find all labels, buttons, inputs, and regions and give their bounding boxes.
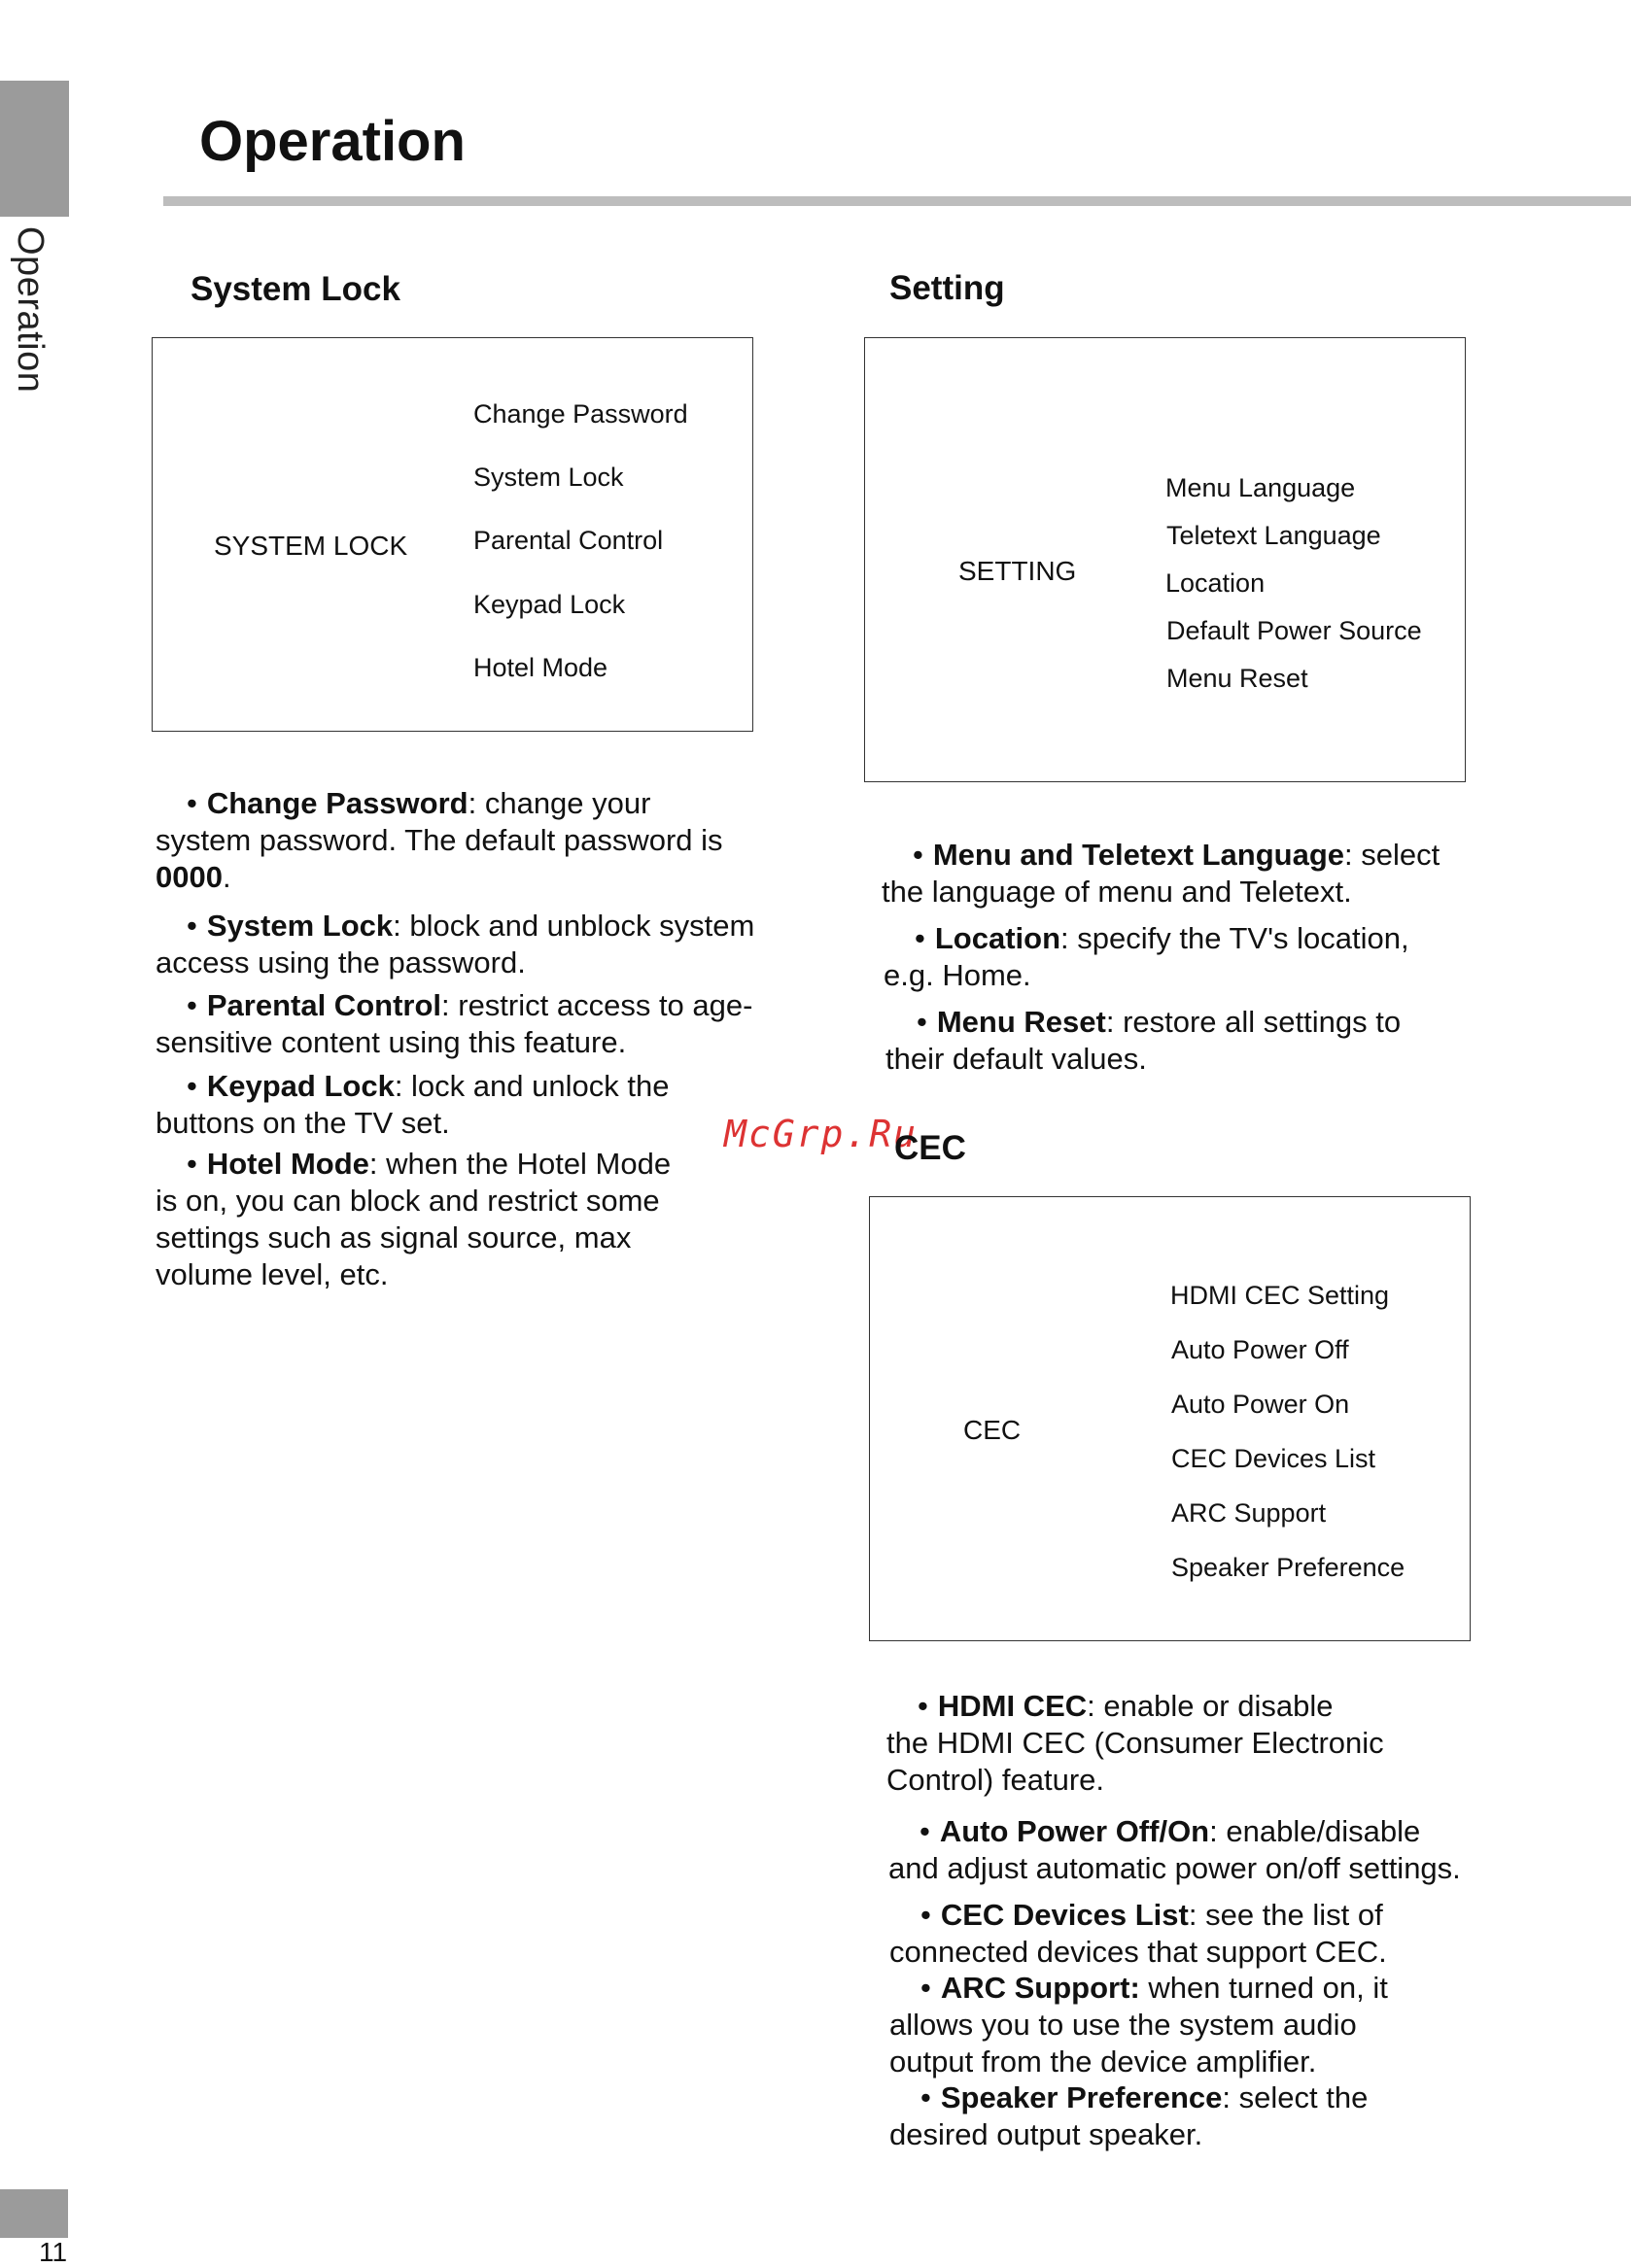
system-lock-menu-box — [152, 337, 753, 732]
menu-item-auto-power-on[interactable]: Auto Power On — [1171, 1390, 1350, 1419]
system-lock-desc-system-lock: • System Lock: block and unblock system access using the password. — [156, 909, 755, 979]
menu-item-speaker-preference[interactable]: Speaker Preference — [1171, 1553, 1405, 1582]
system-lock-heading: System Lock — [191, 270, 400, 308]
side-label: Operation — [10, 226, 51, 394]
setting-desc-location: • Location: specify the TV's location, e.g. Home. — [884, 921, 1409, 992]
title-rule — [163, 196, 1631, 206]
footer-tab — [0, 2189, 68, 2238]
cec-desc-devices-list: • CEC Devices List: see the list of connected devices that support CEC. — [889, 1898, 1387, 1969]
menu-item-arc-support[interactable]: ARC Support — [1171, 1498, 1327, 1528]
menu-item-location[interactable]: Location — [1165, 568, 1266, 598]
system-lock-box-title: SYSTEM LOCK — [214, 531, 408, 561]
cec-menu-box — [869, 1196, 1471, 1641]
page-number: 11 — [39, 2237, 68, 2267]
menu-item-change-password[interactable]: Change Password — [473, 399, 688, 429]
menu-item-menu-reset[interactable]: Menu Reset — [1166, 664, 1308, 693]
setting-desc-language: • Menu and Teletext Language: select the language of menu and Teletext. — [882, 838, 1440, 909]
cec-desc-hdmi-cec: • HDMI CEC: enable or disable the HDMI CEC (Consumer Electronic Control) feature. — [886, 1689, 1384, 1797]
cec-box-title: CEC — [963, 1415, 1022, 1445]
menu-item-keypad-lock[interactable]: Keypad Lock — [473, 590, 626, 619]
system-lock-desc-keypad-lock: • Keypad Lock: lock and unlock the buttons on the TV set. — [156, 1069, 670, 1140]
system-lock-desc-parental-control: • Parental Control: restrict access to age- sensitive content using this feature. — [156, 988, 753, 1059]
page-title: Operation — [199, 110, 466, 173]
setting-menu-box — [864, 337, 1466, 782]
menu-item-system-lock[interactable]: System Lock — [473, 463, 624, 492]
system-lock-desc-change-password: • Change Password: change your system password. The default password is 0000. — [156, 786, 723, 894]
menu-item-menu-language[interactable]: Menu Language — [1165, 473, 1356, 502]
menu-item-hotel-mode[interactable]: Hotel Mode — [473, 653, 608, 682]
cec-desc-arc-support: • ARC Support: when turned on, it allows you to use the system audio output from the device amplifier. — [889, 1971, 1388, 2079]
cec-desc-auto-power: • Auto Power Off/On: enable/disable and adjust automatic power on/off settings. — [888, 1814, 1461, 1885]
menu-item-cec-devices-list[interactable]: CEC Devices List — [1171, 1444, 1376, 1473]
menu-item-auto-power-off[interactable]: Auto Power Off — [1171, 1335, 1349, 1364]
side-tab — [0, 81, 69, 217]
setting-heading: Setting — [889, 269, 1005, 307]
menu-item-teletext-language[interactable]: Teletext Language — [1166, 521, 1381, 550]
system-lock-desc-hotel-mode: • Hotel Mode: when the Hotel Mode is on, you can block and restrict some settings such as signal source, max volume level, etc. — [156, 1147, 672, 1291]
menu-item-hdmi-cec-setting[interactable]: HDMI CEC Setting — [1170, 1281, 1390, 1310]
cec-heading: CEC — [894, 1129, 966, 1167]
setting-box-title: SETTING — [958, 556, 1077, 586]
watermark: McGrp.Ru — [724, 1113, 919, 1155]
setting-desc-menu-reset: • Menu Reset: restore all settings to their default values. — [885, 1005, 1402, 1076]
menu-item-default-power-source[interactable]: Default Power Source — [1166, 616, 1422, 645]
cec-desc-speaker-preference: • Speaker Preference: select the desired output speaker. — [889, 2080, 1369, 2151]
menu-item-parental-control[interactable]: Parental Control — [473, 526, 664, 555]
